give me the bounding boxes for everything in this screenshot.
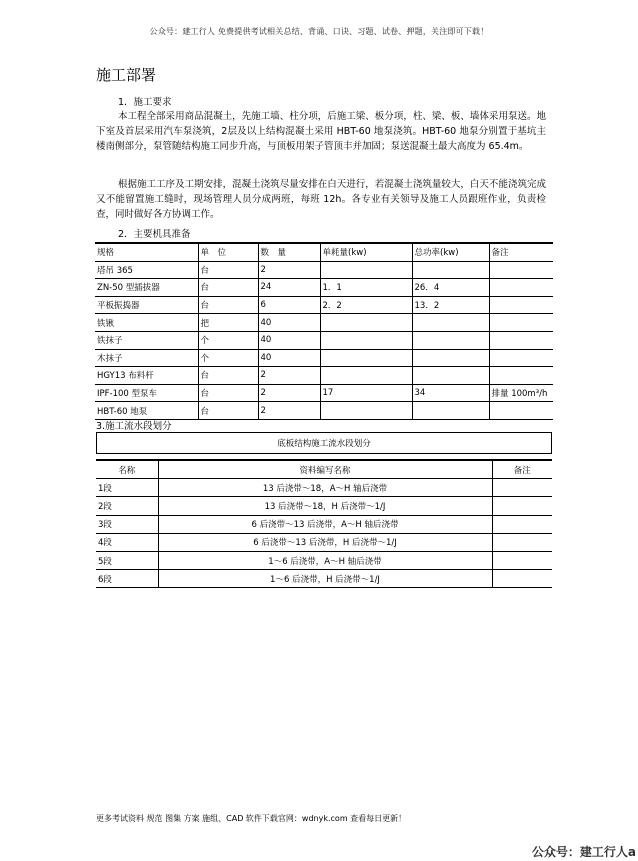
table-cell: 6 [258,296,320,314]
table-cell: 2段 [96,497,158,515]
table-cell: 1．1 [320,279,412,297]
table-cell [489,296,553,314]
table-cell [489,367,553,385]
table-cell: 木抹子 [95,349,198,367]
table-cell: 把 [198,314,258,332]
table-cell [489,349,553,367]
table-cell [492,479,552,497]
table-cell: 台 [198,367,258,385]
table-row [96,515,552,533]
table-cell: 24 [258,279,320,297]
table-cell: 26．4 [412,279,489,297]
machinery-table [95,242,553,420]
table-row [95,367,553,385]
table-cell [412,349,489,367]
table-cell: 2．2 [320,296,412,314]
table-cell: 2 [258,402,320,420]
table-cell: 塔吊 365 [95,261,198,279]
machinery-header-cell: 规格 [95,243,198,261]
flow-segment-table [96,459,552,588]
table-row [96,551,552,569]
table-row [95,384,553,402]
flow-table-caption: 底板结构施工流水段划分 [96,432,552,454]
table-cell [492,515,552,533]
table-cell: 4段 [96,533,158,551]
table-cell: 40 [258,349,320,367]
table-cell [412,367,489,385]
table-cell [489,331,553,349]
table-cell: 2 [258,384,320,402]
top-banner: 公众号：建工行人 免费提供考试相关总结、背诵、口诀、习题、试卷、押题，关注即可下载！ [149,27,489,36]
table-row [96,570,552,588]
table-cell: 台 [198,261,258,279]
table-cell [320,261,412,279]
table-cell [320,314,412,332]
table-cell [412,261,489,279]
table-cell: 40 [258,314,320,332]
table-cell: 6段 [96,570,158,588]
watermark: 公众号：建工行人a [531,845,636,859]
section-3-heading: 3.施工流水段划分 [96,421,172,432]
table-cell [412,331,489,349]
table-cell: 13 后浇带～18，A～H 轴后浇带 [158,479,492,497]
table-cell: HGY13 布料杆 [95,367,198,385]
table-row [95,261,553,279]
flow-header-cell: 备注 [492,460,552,479]
table-row [95,402,553,420]
table-cell: 台 [198,384,258,402]
table-cell: 1～6 后浇带，H 后浇带～1/J [158,570,492,588]
table-cell: 平板振捣器 [95,296,198,314]
table-row [96,497,552,515]
table-cell [492,497,552,515]
table-cell [320,402,412,420]
table-cell: 3段 [96,515,158,533]
machinery-header-cell: 备注 [489,243,553,261]
table-cell: 铁抹子 [95,331,198,349]
table-cell: HBT-60 地泵 [95,402,198,420]
table-cell [412,402,489,420]
table-cell: 6 后浇带～13 后浇带，H 后浇带～1/J [158,533,492,551]
table-cell [320,367,412,385]
flow-header-cell: 资料编写名称 [158,460,492,479]
table-cell: 排量 100m³/h [489,384,553,402]
table-cell: 个 [198,331,258,349]
table-cell [320,349,412,367]
table-cell: 13 后浇带～18，H 后浇带～1/J [158,497,492,515]
table-cell: 台 [198,402,258,420]
table-cell: 2 [258,261,320,279]
table-cell: 1段 [96,479,158,497]
section-1-heading: 1．施工要求 [118,97,172,108]
table-row [96,479,552,497]
section-1-paragraph-2: 根据施工工序及工期安排，混凝土浇筑尽量安排在白天进行，若混凝土浇筑量较大，白天不能浇筑完成又不能留置施工缝时，现场管理人员分成两班，每班 12h。各专业有关领导及施工人员跟班作业，负责检查，同时做好各方协调工作。 [96,179,546,220]
table-row [95,331,553,349]
machinery-header-cell: 单耗量(kw) [320,243,412,261]
machinery-header-cell: 数 量 [258,243,320,261]
machinery-header-cell: 单 位 [198,243,258,261]
table-cell: 17 [320,384,412,402]
table-cell [489,261,553,279]
table-row [95,279,553,297]
table-cell: 铁锹 [95,314,198,332]
machinery-header-row [95,243,553,261]
page-title: 施工部署 [96,66,157,84]
table-cell: 6 后浇带～13 后浇带，A～H 轴后浇带 [158,515,492,533]
section-1-paragraph-1: 本工程全部采用商品混凝土，先施工墙、柱分项，后施工梁、板分项，柱、梁、板、墙体采用泵送。地下室及首层采用汽车泵浇筑，2层及以上结构混凝土采用 HBT-60 地泵浇筑。HBT-60 地泵分别置于基坑主楼南侧部分，泵管随结构施工同步升高，与顶板用架子管顶丰并加固；泵送混凝土最大高度为 65.4m。 [96,111,546,152]
table-cell [489,402,553,420]
table-cell: 1～6 后浇带，A～H 轴后浇带 [158,551,492,569]
table-row [96,533,552,551]
flow-header-cell: 名称 [96,460,158,479]
table-cell: 40 [258,331,320,349]
table-cell [492,551,552,569]
table-cell: 台 [198,296,258,314]
table-cell: 2 [258,367,320,385]
table-cell: IPF-100 型泵车 [95,384,198,402]
table-cell: 台 [198,279,258,297]
table-cell: ZN-50 型插拔器 [95,279,198,297]
table-row [95,296,553,314]
table-cell [492,533,552,551]
table-cell [489,279,553,297]
section-2-heading: 2．主要机具准备 [118,229,191,240]
table-cell [492,570,552,588]
table-cell [489,314,553,332]
table-cell: 5段 [96,551,158,569]
table-row [95,349,553,367]
table-row [95,314,553,332]
table-cell [320,331,412,349]
table-cell: 13．2 [412,296,489,314]
table-cell: 34 [412,384,489,402]
table-cell [412,314,489,332]
table-cell: 个 [198,349,258,367]
flow-header-row [96,460,552,479]
footer-note: 更多考试资料 规范 图集 方案 施组、CAD 软件下载官网：wdnyk.com 查看每日更新！ [96,814,407,823]
machinery-header-cell: 总功率(kw) [412,243,489,261]
